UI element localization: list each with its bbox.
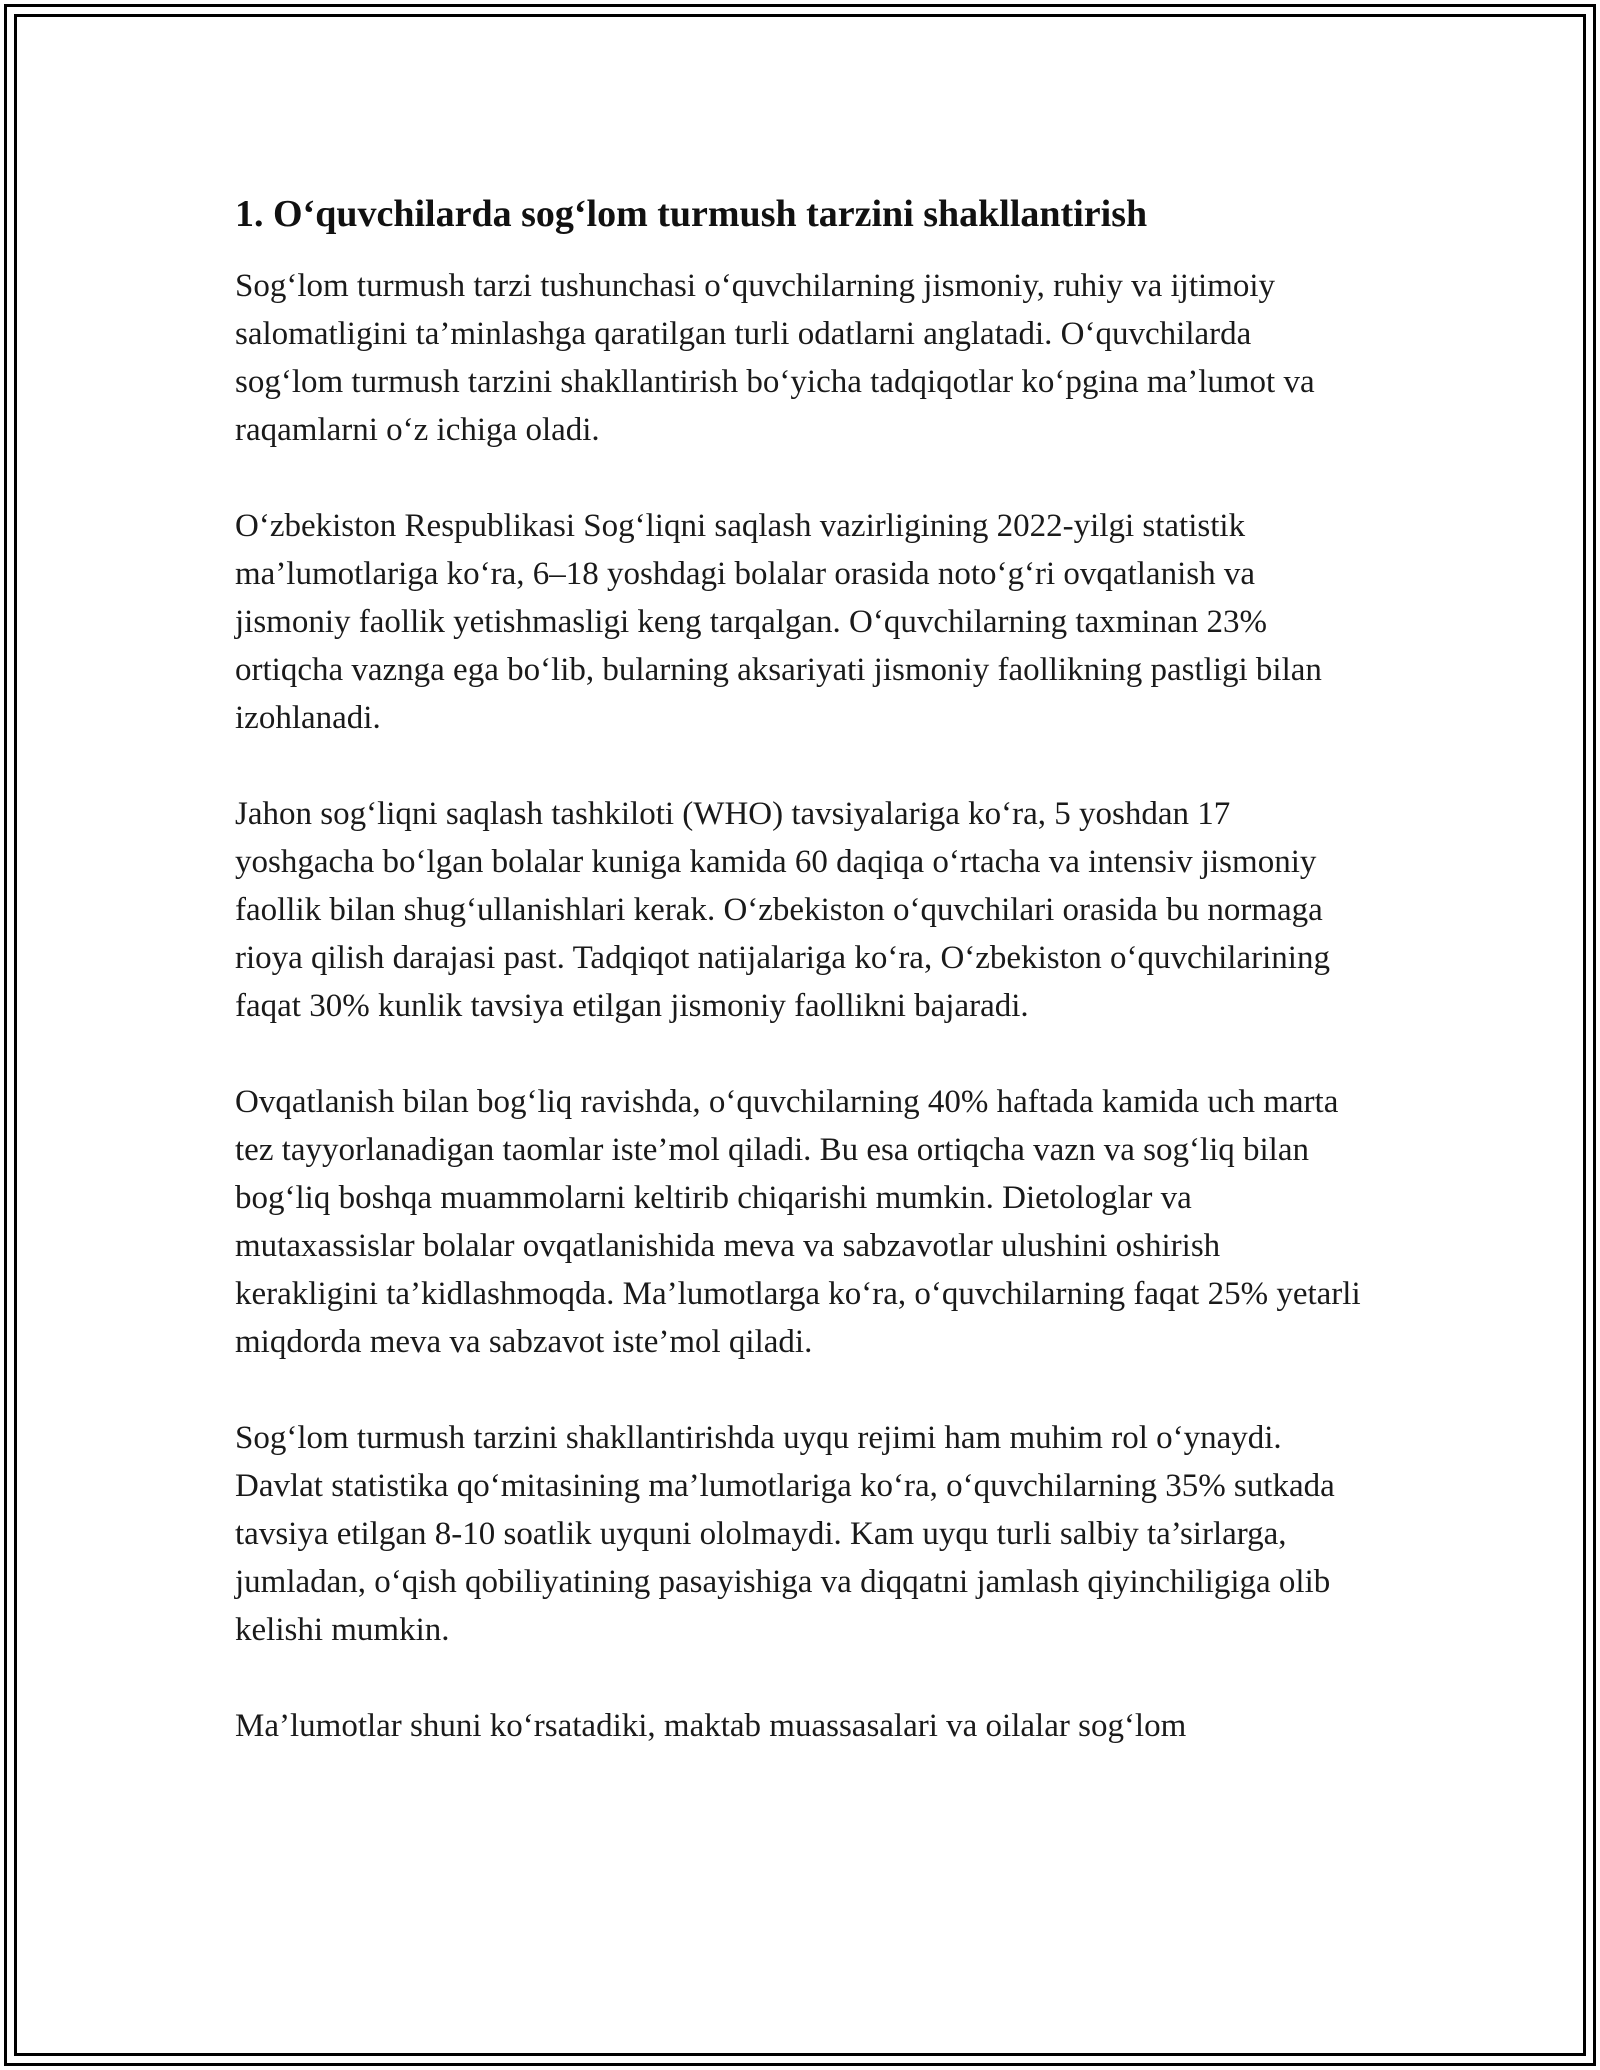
paragraph-sleep: Sog‘lom turmush tarzini shakllantirishda uyqu rejimi ham muhim rol o‘ynaydi. Davlat statistika qo‘mitasining ma’lumotlariga ko‘ra, o‘quvchilarning 35% sutkada tavsiya etilgan 8-10 soatlik uyquni ololmaydi. Kam uyqu turli salbiy ta’sirlarga, jumladan, o‘qish qobiliyatining pasayishiga va diqqatni jamlash qiyinchiligiga olib kelishi mumkin. bbox=[235, 1420, 1335, 1648]
document-body bbox=[235, 190, 1365, 1798]
paragraph-ministry-statistics: O‘zbekiston Respublikasi Sog‘liqni saqlash vazirligining 2022-yilgi statistik ma’lumotlariga ko‘ra, 6–18 yoshdagi bolalar orasida noto‘g‘ri ovqatlanish va jismoniy faollik yetishmasligi keng tarqalgan. O‘quvchilarning taxminan 23% ortiqcha vaznga ega bo‘lib, bularning aksariyati jismoniy faollikning pastligi bilan izohlanadi. bbox=[235, 508, 1322, 736]
section-heading: 1. O‘quvchilarda sog‘lom turmush tarzini shakllantirish bbox=[235, 193, 1148, 235]
paragraph-nutrition: Ovqatlanish bilan bog‘liq ravishda, o‘quvchilarning 40% haftada kamida uch marta tez tayyorlanadigan taomlar iste’mol qiladi. Bu esa ortiqcha vazn va sog‘liq bilan bog‘liq boshqa muammolarni keltirib chiqarishi mumkin. Dietologlar va mutaxassislar bolalar ovqatlanishida meva va sabzavotlar ulushini oshirish kerakligini ta’kidlashmoqda. Ma’lumotlarga ko‘ra, o‘quvchilarning faqat 25% yetarli miqdorda meva va sabzavot iste’mol qiladi. bbox=[235, 1084, 1361, 1360]
paragraph-who-recommendations: Jahon sog‘liqni saqlash tashkiloti (WHO) tavsiyalariga ko‘ra, 5 yoshdan 17 yoshgacha bo‘lgan bolalar kuniga kamida 60 daqiqa o‘rtacha va intensiv jismoniy faollik bilan shug‘ullanishlari kerak. O‘zbekiston o‘quvchilari orasida bu normaga rioya qilish darajasi past. Tadqiqot natijalariga ko‘ra, O‘zbekiston o‘quvchilarining faqat 30% kunlik tavsiya etilgan jismoniy faollikni bajaradi. bbox=[235, 796, 1330, 1024]
paragraph-conclusion: Ma’lumotlar shuni ko‘rsatadiki, maktab muassasalari va oilalar sog‘lom bbox=[235, 1708, 1187, 1744]
paragraph-definition: Sog‘lom turmush tarzi tushunchasi o‘quvchilarning jismoniy, ruhiy va ijtimoiy salomatligini ta’minlashga qaratilgan turli odatlarni anglatadi. O‘quvchilarda sog‘lom turmush tarzini shakllantirish bo‘yicha tadqiqotlar ko‘pgina ma’lumot va raqamlarni o‘z ichiga oladi. bbox=[235, 268, 1315, 448]
